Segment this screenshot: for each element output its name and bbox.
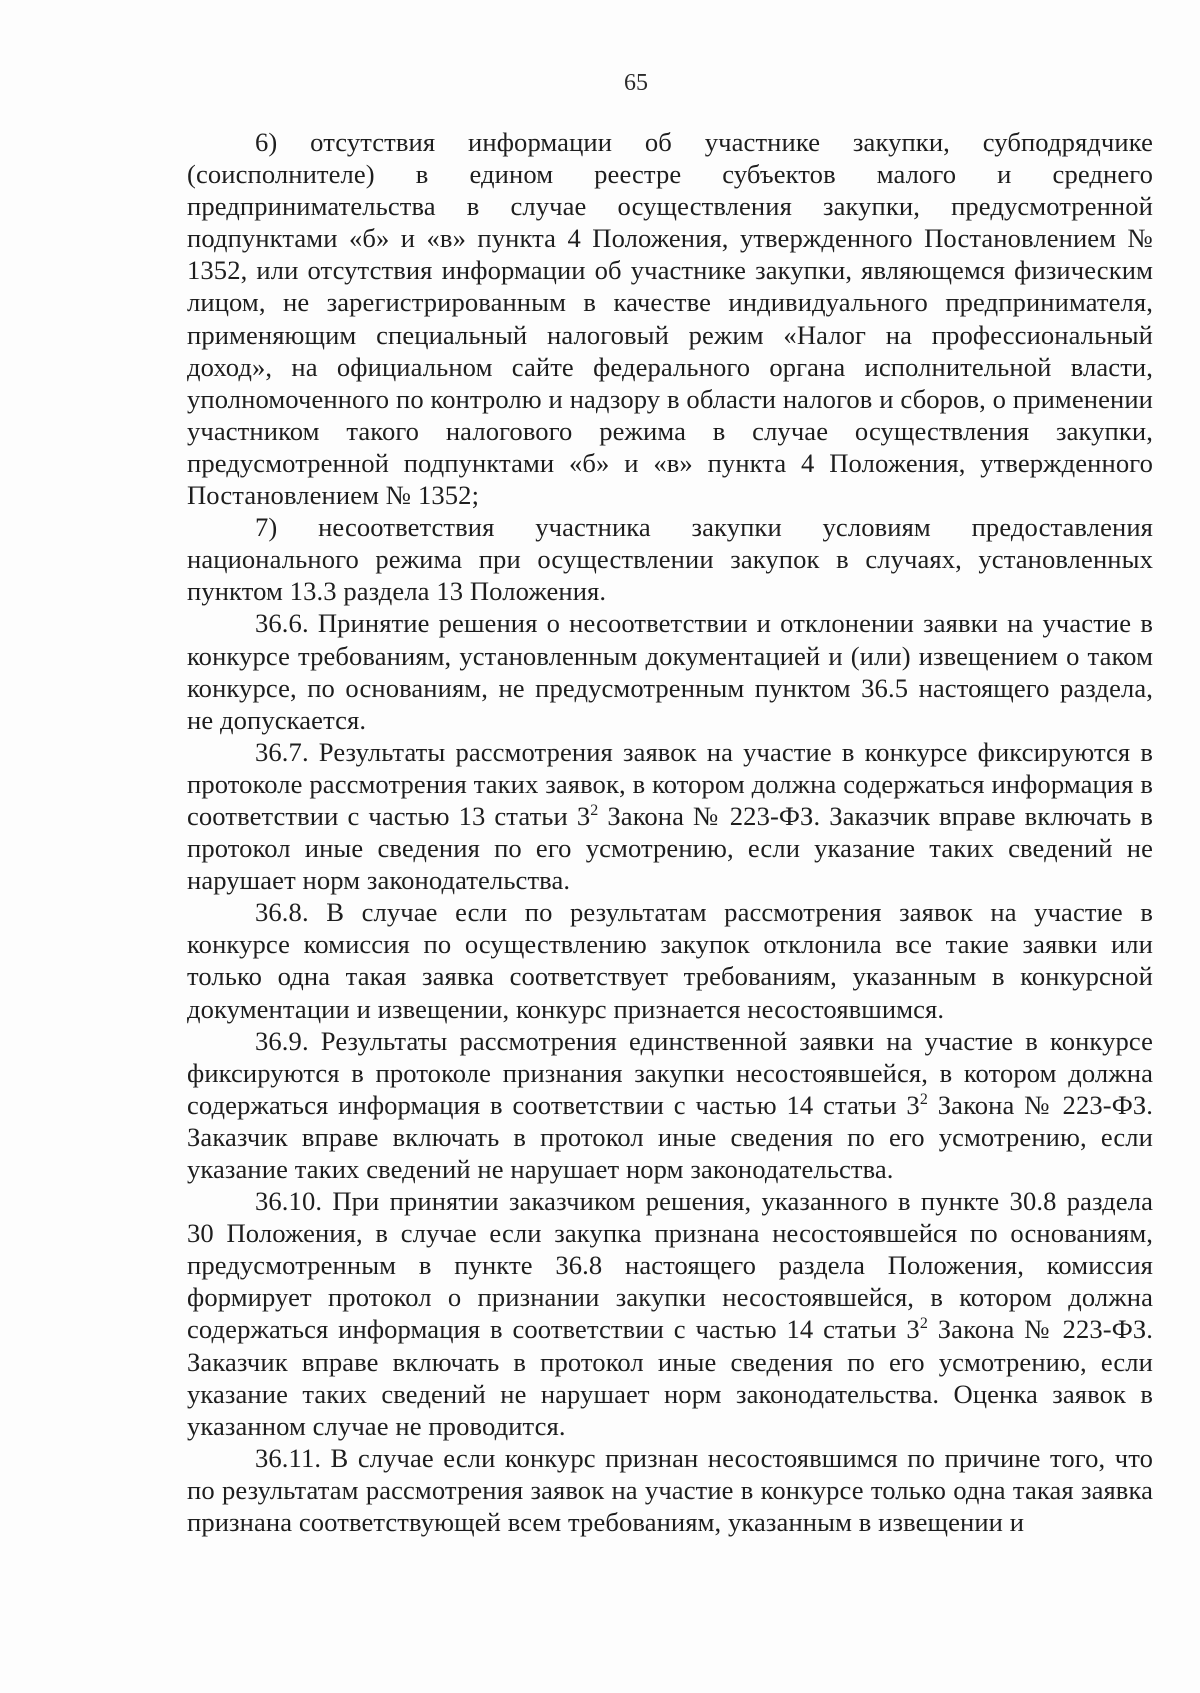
paragraph-item-7: 7) несоответствия участника закупки условиям предоставления национального режима при осуществлении закупок в случаях, установленных пунктом 13.3 раздела 13 Положения. — [187, 512, 1153, 607]
paragraph-36-10-text-after: Закона № 223-ФЗ. Заказчик вправе включать в протокол иные сведения по его усмотрению, если указание таких сведений не нарушает норм законодательства. Оценка заявок в указанном случае не проводится. — [187, 1314, 1153, 1441]
paragraph-36-7 — [187, 736, 1153, 896]
paragraph-36-7-text-before: 36.7. Результаты рассмотрения заявок на участие в конкурсе фиксируются в протоколе рассмотрения таких заявок, в котором должна содержаться информация в соответствии с частью 13 статьи 3 — [187, 736, 1153, 831]
paragraph-36-10-text-before: 36.10. При принятии заказчиком решения, указанного в пункте 30.8 раздела 30 Положения, в случае если закупка признана несостоявшейся по основаниям, предусмотренным в пункте 36.8 настоящего раздела Положения, комиссия формирует протокол о признании закупки несостоявшейся, в котором должна содержаться информация в соответствии с частью 14 статьи 3 — [187, 1186, 1153, 1345]
paragraph-36-7-text-after: Закона № 223-ФЗ. Заказчик вправе включать в протокол иные сведения по его усмотрению, если указание таких сведений не нарушает норм законодательства. — [187, 800, 1153, 896]
paragraph-36-10 — [187, 1185, 1153, 1442]
document-body — [187, 126, 1153, 1538]
paragraph-36-9-text-before: 36.9. Результаты рассмотрения единственной заявки на участие в конкурсе фиксируются в протоколе признания закупки несостоявшейся, в котором должна содержаться информация в соответствии с частью 14 статьи 3 — [187, 1025, 1153, 1120]
paragraph-36-11: 36.11. В случае если конкурс признан несостоявшимся по причине того, что по результатам рассмотрения заявок на участие в конкурсе только одна такая заявка признана соответствующей всем требованиям, указанным в извещении и — [187, 1442, 1153, 1538]
page-number: 65 — [624, 70, 648, 96]
paragraph-36-9-text-after: Закона № 223-ФЗ. Заказчик вправе включать в протокол иные сведения по его усмотрению, если указание таких сведений не нарушает норм законодательства. — [187, 1089, 1153, 1184]
paragraph-item-6: 6) отсутствия информации об участнике закупки, субподрядчике (соисполнителе) в едином реестре субъектов малого и среднего предпринимательства в случае осуществления закупки, предусмотренной подпунктами «б» и «в» пункта 4 Положения, утвержденного Постановлением № 1352, или отсутствия информации об участнике закупки, являющемся физическим лицом, не зарегистрированным в качестве индивидуального предпринимателя, применяющим специальный налоговый режим «Налог на профессиональный доход», на официальном сайте федерального органа исполнительной власти, уполномоченного по контролю и надзору в области налогов и сборов, о применении участником такого налогового режима в случае осуществления закупки, предусмотренной подпунктами «б» и «в» пункта 4 Положения, утвержденного Постановлением № 1352; — [187, 127, 1153, 511]
superscript-2: 2 — [590, 801, 599, 819]
paragraph-36-6: 36.6. Принятие решения о несоответствии и отклонении заявки на участие в конкурсе требованиям, установленным документацией и (или) извещением о таком конкурсе, по основаниям, не предусмотренным пунктом 36.5 настоящего раздела, не допускается. — [187, 608, 1153, 735]
superscript-2: 2 — [919, 1315, 928, 1333]
paragraph-36-8: 36.8. В случае если по результатам рассмотрения заявок на участие в конкурсе комиссия по осуществлению закупок отклонила все такие заявки или только одна такая заявка соответствует требованиям, указанным в конкурсной документации и извещении, конкурс признается несостоявшимся. — [187, 897, 1153, 1024]
paragraph-36-9 — [187, 1025, 1153, 1185]
superscript-2: 2 — [919, 1090, 928, 1108]
